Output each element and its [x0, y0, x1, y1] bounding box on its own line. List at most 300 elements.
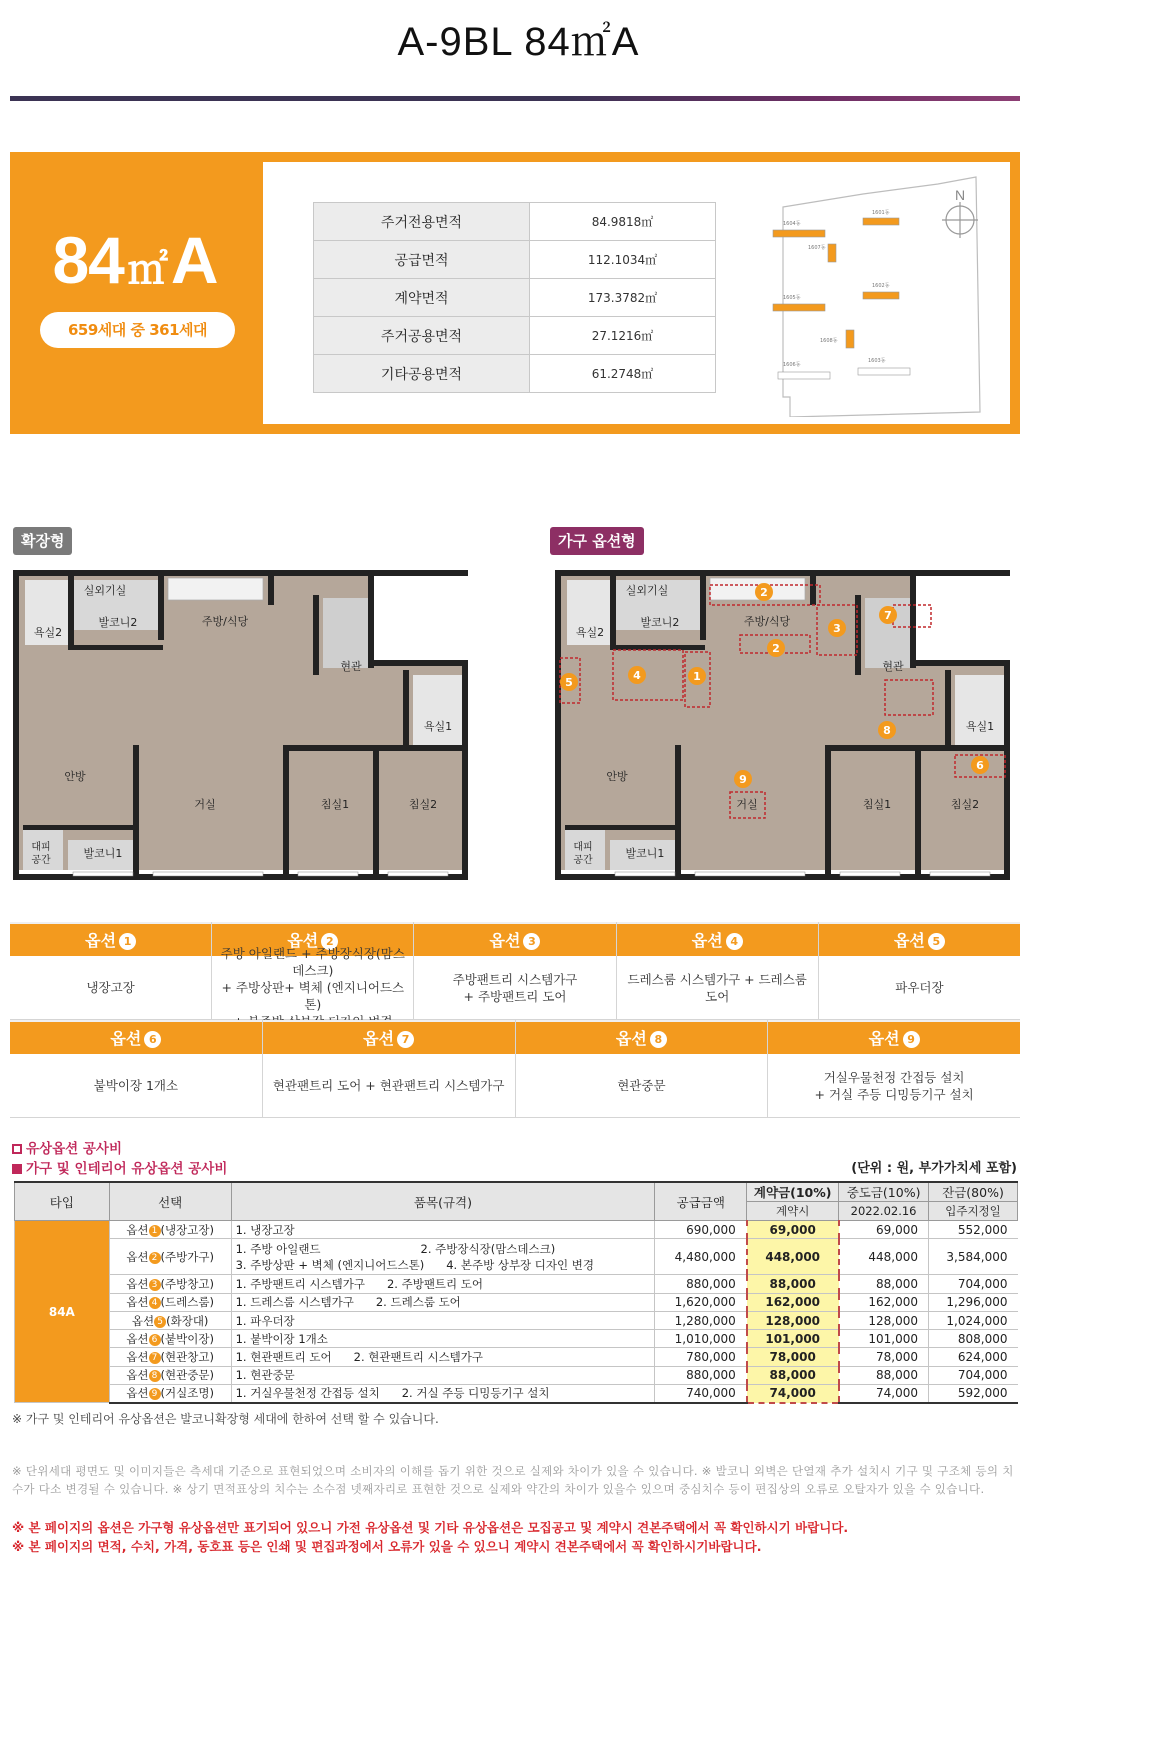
plan-wall	[368, 570, 374, 668]
option-label: 옵션	[868, 1029, 900, 1048]
room-label-shelter: 대피	[31, 842, 51, 853]
room-label-balcony1: 발코니1	[83, 847, 123, 860]
option-label: 옵션	[126, 1249, 149, 1264]
option-description: 현관팬트리 도어 + 현관팬트리 시스템가구	[263, 1054, 515, 1118]
unit-type-letter: A	[170, 223, 218, 297]
site-building-label: 1605동	[783, 295, 801, 301]
option-marker-number: 5	[565, 676, 573, 689]
room-label-bath1: 욕실1	[965, 720, 995, 733]
option-header	[617, 922, 818, 956]
section-title-text: 유상옵션 공사비	[26, 1141, 122, 1157]
area-row	[314, 279, 716, 317]
col-header-item: 품목(규격)	[231, 1182, 655, 1221]
room-label-balcony2: 발코니2	[640, 616, 680, 629]
disclaimer-text: ※ 단위세대 평면도 및 이미지들은 측세대 기준으로 표현되었으며 소비자의 이해를 돕기 위한 것으로 실제와 차이가 있을 수 있습니다. ※ 발코니 외벽은 단열재 추가 설치시 기구 및 구조체 등의 치수가 다소 변경될 수 있습니다. ※ 상기 면적표상의 치수는 소수점 넷째자리로 표현한 것으로 실제와 약간의 차이가 있을수 있으며 중심치수 등이 편집상의 오류로 오탈자가 있을 수 있습니다.	[12, 1464, 1014, 1496]
col-subheader-middle: 2022.02.16	[839, 1202, 929, 1221]
cost-row	[15, 1311, 1018, 1329]
option-header	[819, 922, 1020, 956]
compass-north-label: N	[954, 187, 966, 203]
site-building	[863, 218, 899, 225]
deposit-amount: 162,000	[747, 1293, 839, 1311]
plan-wall	[555, 570, 561, 880]
option-name: (화장대)	[166, 1313, 209, 1328]
item-text: 1. 현관팬트리 도어	[235, 1350, 332, 1365]
plan-wall	[915, 745, 921, 875]
plan-wall	[700, 570, 706, 640]
option-marker-number: 3	[833, 622, 841, 635]
section-title-text: 가구 및 인테리어 유상옵션 공사비	[26, 1161, 228, 1177]
option-number-icon: 5	[928, 933, 945, 950]
cost-row	[15, 1239, 1018, 1275]
cost-row	[15, 1385, 1018, 1403]
option-marker-number: 9	[739, 773, 747, 786]
middle-payment-amount: 69,000	[839, 1221, 929, 1239]
plan-wall	[283, 745, 468, 751]
item-text: 1. 파우더장	[235, 1313, 295, 1328]
option-number-icon: 4	[726, 933, 743, 950]
option-number-icon: 5	[154, 1316, 166, 1328]
room-label-living: 거실	[736, 798, 758, 811]
room-label-bath1: 욕실1	[423, 720, 453, 733]
middle-payment-amount: 78,000	[839, 1348, 929, 1366]
item-cell	[231, 1385, 655, 1403]
option-label: 옵션	[131, 1313, 155, 1328]
option-label: 옵션	[126, 1331, 149, 1346]
cost-row	[15, 1348, 1018, 1366]
option-name: (드레스룸)	[160, 1295, 214, 1310]
room-label-master: 안방	[606, 770, 628, 783]
option-select-cell	[109, 1293, 231, 1311]
plan-wall	[855, 595, 861, 675]
balance-amount: 552,000	[929, 1221, 1018, 1239]
square-bullet-icon	[12, 1144, 22, 1154]
supply-amount: 1,280,000	[655, 1311, 747, 1329]
balance-amount: 1,296,000	[929, 1293, 1018, 1311]
option-grid-row-2	[10, 1020, 1020, 1118]
item-cell	[231, 1311, 655, 1329]
furniture-option-badge: 가구 옵션형	[550, 527, 644, 555]
plan-wall	[23, 825, 133, 830]
room-label-living: 거실	[194, 798, 216, 811]
option-description: 드레스룸 시스템가구 + 드레스룸 도어	[617, 956, 818, 1020]
area-label: 계약면적	[314, 279, 530, 317]
balance-amount: 3,584,000	[929, 1239, 1018, 1275]
room-label-bed2: 침실2	[950, 798, 980, 811]
section-title-paid-options	[12, 1137, 122, 1157]
plan-wall	[945, 670, 951, 750]
area-label: 공급면적	[314, 241, 530, 279]
supply-amount: 880,000	[655, 1366, 747, 1384]
plan-window	[388, 872, 448, 876]
type-cell: 84A	[15, 1221, 110, 1403]
option-name: (거실조명)	[160, 1386, 214, 1401]
col-header-deposit: 계약금(10%)	[747, 1182, 839, 1202]
site-building-label: 1602동	[872, 283, 890, 289]
middle-payment-amount: 162,000	[839, 1293, 929, 1311]
plan-wall	[13, 570, 19, 880]
deposit-amount: 128,000	[747, 1311, 839, 1329]
room-label-shelter: 공간	[31, 855, 51, 866]
item-text: 3. 주방상판 + 벽체 (엔지니어드스톤)	[235, 1257, 425, 1272]
option-label: 옵션	[126, 1350, 149, 1365]
option-select-cell	[109, 1348, 231, 1366]
option-eligibility-note: ※ 가구 및 인테리어 유상옵션은 발코니확장형 세대에 한하여 선택 할 수 있습니다.	[12, 1412, 439, 1426]
supply-amount: 740,000	[655, 1385, 747, 1403]
plan-wall	[610, 570, 616, 650]
plan-wall	[133, 745, 139, 875]
site-building	[773, 230, 825, 237]
site-building	[858, 368, 910, 375]
option-number-icon: 3	[523, 933, 540, 950]
plan-wall	[158, 570, 164, 640]
option-number-icon: 7	[397, 1031, 414, 1048]
site-building-label: 1604동	[783, 221, 801, 227]
option-number-icon: 6	[149, 1334, 161, 1346]
item-text: 2. 주방장식장(맘스데스크)	[420, 1241, 556, 1256]
option-cell	[768, 1020, 1020, 1118]
room-label-shelter: 공간	[573, 855, 593, 866]
option-header	[414, 922, 615, 956]
col-header-type: 타입	[15, 1182, 110, 1221]
cost-row	[15, 1330, 1018, 1348]
option-marker-number: 2	[760, 586, 768, 599]
plan-wall	[13, 570, 468, 576]
area-row	[314, 241, 716, 279]
bath1-floor	[955, 675, 1007, 745]
plan-wall	[403, 670, 409, 750]
plan-wall	[68, 570, 74, 650]
option-number-icon: 6	[144, 1031, 161, 1048]
item-cell	[231, 1275, 655, 1293]
plan-wall	[268, 570, 274, 605]
option-cell	[617, 922, 819, 1020]
option-header	[263, 1020, 515, 1054]
option-header	[10, 922, 211, 956]
warning-note-1: ※ 본 페이지의 옵션은 가구형 유상옵션만 표기되어 있으니 가전 유상옵션 및 기타 유상옵션은 모집공고 및 계약시 견본주택에서 꼭 확인하시기 바랍니다.	[12, 1520, 849, 1535]
room-label-dress: 실외기실	[83, 584, 127, 597]
col-header-select: 선택	[109, 1182, 231, 1221]
area-row	[314, 203, 716, 241]
item-cell	[231, 1293, 655, 1311]
option-description: 데스크) + 주방상판+ 벽체 (엔지니어드스톤)	[212, 956, 413, 1020]
balance-amount: 704,000	[929, 1275, 1018, 1293]
plan-wall	[313, 595, 319, 675]
item-text: 2. 현관팬트리 시스템가구	[353, 1350, 484, 1365]
option-label: 옵션	[893, 931, 925, 950]
site-building	[773, 304, 825, 311]
deposit-amount: 101,000	[747, 1330, 839, 1348]
area-table	[313, 202, 716, 393]
option-description: 냉장고장	[10, 956, 211, 1020]
area-row	[314, 317, 716, 355]
area-value: 112.1034㎡	[530, 241, 716, 279]
option-grid-row-1	[10, 922, 1020, 1020]
plan-wall	[910, 660, 1010, 666]
plan-wall	[555, 570, 1010, 576]
supply-amount: 690,000	[655, 1221, 747, 1239]
col-header-supply: 공급금액	[655, 1182, 747, 1221]
unit-type-label	[10, 222, 260, 298]
site-building-label: 1607동	[808, 245, 826, 251]
option-label: 옵션	[615, 1029, 647, 1048]
option-label: 옵션	[287, 931, 319, 950]
deposit-amount: 448,000	[747, 1239, 839, 1275]
item-cell	[231, 1221, 655, 1239]
option-number-icon: 3	[149, 1279, 161, 1291]
plan-window	[615, 872, 675, 876]
option-label: 옵션	[110, 1029, 142, 1048]
item-cell	[231, 1330, 655, 1348]
room-label-balcony1: 발코니1	[625, 847, 665, 860]
option-cell	[212, 922, 414, 1020]
room-label-entrance: 현관	[340, 660, 362, 673]
option-marker-number: 4	[633, 669, 641, 682]
site-building-label: 1606동	[783, 362, 801, 368]
supply-amount: 1,010,000	[655, 1330, 747, 1348]
option-header	[10, 1020, 262, 1054]
filled-square-bullet-icon	[12, 1164, 22, 1174]
option-description: 거실우물천정 간접등 설치 + 거실 주등 디밍등기구 설치	[768, 1054, 1020, 1118]
option-marker-number: 7	[884, 609, 892, 622]
item-text: 1. 냉장고장	[235, 1222, 295, 1237]
plan-wall	[462, 660, 468, 880]
title-divider	[10, 96, 1020, 101]
plan-window	[695, 872, 805, 876]
plan-window	[73, 872, 133, 876]
option-cell	[10, 922, 212, 1020]
room-label-bed1: 침실1	[862, 798, 892, 811]
area-value: 173.3782㎡	[530, 279, 716, 317]
supply-amount: 880,000	[655, 1275, 747, 1293]
page-title: A-9BL 84㎡A	[397, 20, 640, 64]
supply-amount: 1,620,000	[655, 1293, 747, 1311]
option-select-cell	[109, 1275, 231, 1293]
unit-summary	[10, 152, 260, 434]
area-value: 27.1216㎡	[530, 317, 716, 355]
option-number-icon: 8	[650, 1031, 667, 1048]
option-number-icon: 9	[903, 1031, 920, 1048]
area-label: 주거공용면적	[314, 317, 530, 355]
option-number-icon: 7	[149, 1352, 161, 1364]
site-building	[778, 372, 830, 379]
middle-payment-amount: 101,000	[839, 1330, 929, 1348]
option-marker-number: 2	[772, 642, 780, 655]
option-number-icon: 2	[149, 1252, 161, 1264]
plan-window	[298, 872, 358, 876]
option-cell	[10, 1020, 263, 1118]
area-label: 기타공용면적	[314, 355, 530, 393]
option-header	[768, 1020, 1020, 1054]
room-label-master: 안방	[64, 770, 86, 783]
option-name: (현관창고)	[160, 1350, 214, 1365]
option-label: 옵션	[489, 931, 521, 950]
option-marker-number: 8	[883, 724, 891, 737]
room-label-dress: 실외기실	[625, 584, 669, 597]
option-cell	[263, 1020, 516, 1118]
option-label: 옵션	[363, 1029, 395, 1048]
room-label-entrance: 현관	[882, 660, 904, 673]
option-name: (주방가구)	[160, 1249, 214, 1264]
option-number-icon: 2	[321, 933, 338, 950]
option-number-icon: 9	[149, 1388, 161, 1400]
option-cell	[819, 922, 1020, 1020]
option-header	[516, 1020, 768, 1054]
item-text: 1. 붙박이장 1개소	[235, 1331, 328, 1346]
item-text: 1. 주방팬트리 시스템가구	[235, 1276, 365, 1291]
option-name: (현관중문)	[160, 1368, 214, 1383]
col-subheader-balance: 입주지정일	[929, 1202, 1018, 1221]
option-marker-number: 6	[976, 759, 984, 772]
cost-row	[15, 1366, 1018, 1384]
room-label-bath2: 욕실2	[575, 626, 605, 639]
room-label-bath2: 욕실2	[33, 626, 63, 639]
option-name: (주방창고)	[160, 1276, 214, 1291]
item-text: 4. 본주방 상부장 디자인 변경	[446, 1257, 595, 1272]
option-select-cell	[109, 1239, 231, 1275]
supply-amount: 4,480,000	[655, 1239, 747, 1275]
option-description: 주방팬트리 시스템가구 + 주방팬트리 도어	[414, 956, 615, 1020]
option-select-cell	[109, 1330, 231, 1348]
option-marker-number: 1	[693, 670, 701, 683]
supply-amount: 780,000	[655, 1348, 747, 1366]
option-description: 붙박이장 1개소	[10, 1054, 262, 1118]
room-label-bed2: 침실2	[408, 798, 438, 811]
warning-note-2: ※ 본 페이지의 면적, 수치, 가격, 동호표 등은 인쇄 및 편집과정에서 오류가 있을 수 있으니 계약시 견본주택에서 꼭 확인하시기바랍니다.	[12, 1539, 762, 1554]
section-title-furniture-options	[12, 1157, 227, 1177]
plan-wall	[368, 660, 468, 666]
deposit-amount: 88,000	[747, 1366, 839, 1384]
site-building	[828, 244, 836, 262]
unit-info-panel	[10, 152, 1020, 434]
item-text: 1. 주방 아일랜드	[235, 1241, 321, 1256]
plan-window	[930, 872, 990, 876]
deposit-amount: 74,000	[747, 1385, 839, 1403]
unit-note: (단위 : 원, 부가가치세 포함)	[851, 1161, 1017, 1176]
plan-wall	[73, 645, 163, 650]
item-text: 2. 주방팬트리 도어	[386, 1276, 484, 1291]
item-text: 1. 거실우물천정 간접등 설치	[235, 1386, 380, 1401]
option-cell	[414, 922, 616, 1020]
option-label: 옵션	[126, 1295, 149, 1310]
plan-wall	[373, 745, 379, 875]
cost-row	[15, 1293, 1018, 1311]
plan-wall	[675, 745, 681, 875]
col-header-balance: 잔금(80%)	[929, 1182, 1018, 1202]
option-label: 옵션	[85, 931, 117, 950]
option-number-icon: 1	[149, 1225, 161, 1237]
option-number-icon: 4	[149, 1297, 161, 1309]
balance-amount: 1,024,000	[929, 1311, 1018, 1329]
floor-plan-expanded	[13, 570, 468, 880]
cost-row	[15, 1275, 1018, 1293]
option-description: 파우더장	[819, 956, 1020, 1020]
option-cost-table	[14, 1181, 1018, 1404]
option-name: (냉장고장)	[160, 1222, 214, 1237]
plan-wall	[283, 745, 289, 875]
plan-wall	[810, 570, 816, 605]
area-box	[263, 162, 1010, 424]
middle-payment-amount: 88,000	[839, 1275, 929, 1293]
room-label-shelter: 대피	[573, 842, 593, 853]
option-label: 옵션	[126, 1276, 149, 1291]
balance-amount: 704,000	[929, 1366, 1018, 1384]
room-label-balcony2: 발코니2	[98, 616, 138, 629]
site-building	[863, 292, 899, 299]
bath1-floor	[413, 675, 465, 745]
balance-amount: 808,000	[929, 1330, 1018, 1348]
household-count-badge: 659세대 중 361세대	[40, 312, 235, 348]
area-label: 주거전용면적	[314, 203, 530, 241]
area-row	[314, 355, 716, 393]
plan-wall	[565, 825, 675, 830]
option-cell	[516, 1020, 769, 1118]
unit-type-number: 84	[52, 223, 124, 297]
item-cell	[231, 1348, 655, 1366]
site-building	[846, 330, 854, 348]
item-cell	[231, 1239, 655, 1275]
expanded-type-badge: 확장형	[13, 527, 72, 555]
deposit-amount: 69,000	[747, 1221, 839, 1239]
deposit-amount: 78,000	[747, 1348, 839, 1366]
site-building-label: 1601동	[872, 210, 890, 216]
kitchen-counter	[168, 578, 263, 600]
floor-plan-options	[555, 570, 1010, 880]
balance-amount: 624,000	[929, 1348, 1018, 1366]
area-value: 61.2748㎡	[530, 355, 716, 393]
room-label-bed1: 침실1	[320, 798, 350, 811]
option-select-cell	[109, 1221, 231, 1239]
plan-wall	[825, 745, 1010, 751]
cost-row	[15, 1221, 1018, 1239]
middle-payment-amount: 128,000	[839, 1311, 929, 1329]
plan-wall	[910, 570, 916, 668]
item-text: 1. 현관중문	[235, 1368, 295, 1383]
balance-amount: 592,000	[929, 1385, 1018, 1403]
plan-wall	[825, 745, 831, 875]
unit-type-unit: ㎡	[127, 248, 167, 292]
plan-window	[153, 872, 263, 876]
option-name: (붙박이장)	[160, 1331, 214, 1346]
col-header-middle: 중도금(10%)	[839, 1182, 929, 1202]
entrance-floor	[323, 598, 371, 668]
site-plan-map	[768, 172, 1008, 417]
option-number-icon: 1	[119, 933, 136, 950]
option-select-cell	[109, 1311, 231, 1329]
option-label: 옵션	[126, 1222, 149, 1237]
option-label: 옵션	[126, 1386, 149, 1401]
plan-window	[840, 872, 900, 876]
site-building-label: 1603동	[868, 358, 886, 364]
item-text: 1. 드레스룸 시스템가구	[235, 1295, 354, 1310]
middle-payment-amount: 448,000	[839, 1239, 929, 1275]
option-description: 현관중문	[516, 1054, 768, 1118]
option-label: 옵션	[126, 1368, 149, 1383]
option-label: 옵션	[691, 931, 723, 950]
option-number-icon: 8	[149, 1370, 161, 1382]
room-label-kitchen: 주방/식당	[201, 615, 249, 628]
site-building-label: 1608동	[820, 338, 838, 344]
item-text: 2. 드레스룸 도어	[375, 1295, 461, 1310]
item-text: 2. 거실 주등 디밍등기구 설치	[401, 1386, 550, 1401]
col-subheader-deposit: 계약시	[747, 1202, 839, 1221]
room-label-kitchen: 주방/식당	[743, 615, 791, 628]
item-cell	[231, 1366, 655, 1384]
option-select-cell	[109, 1366, 231, 1384]
middle-payment-amount: 88,000	[839, 1366, 929, 1384]
middle-payment-amount: 74,000	[839, 1385, 929, 1403]
option-select-cell	[109, 1385, 231, 1403]
deposit-amount: 88,000	[747, 1275, 839, 1293]
